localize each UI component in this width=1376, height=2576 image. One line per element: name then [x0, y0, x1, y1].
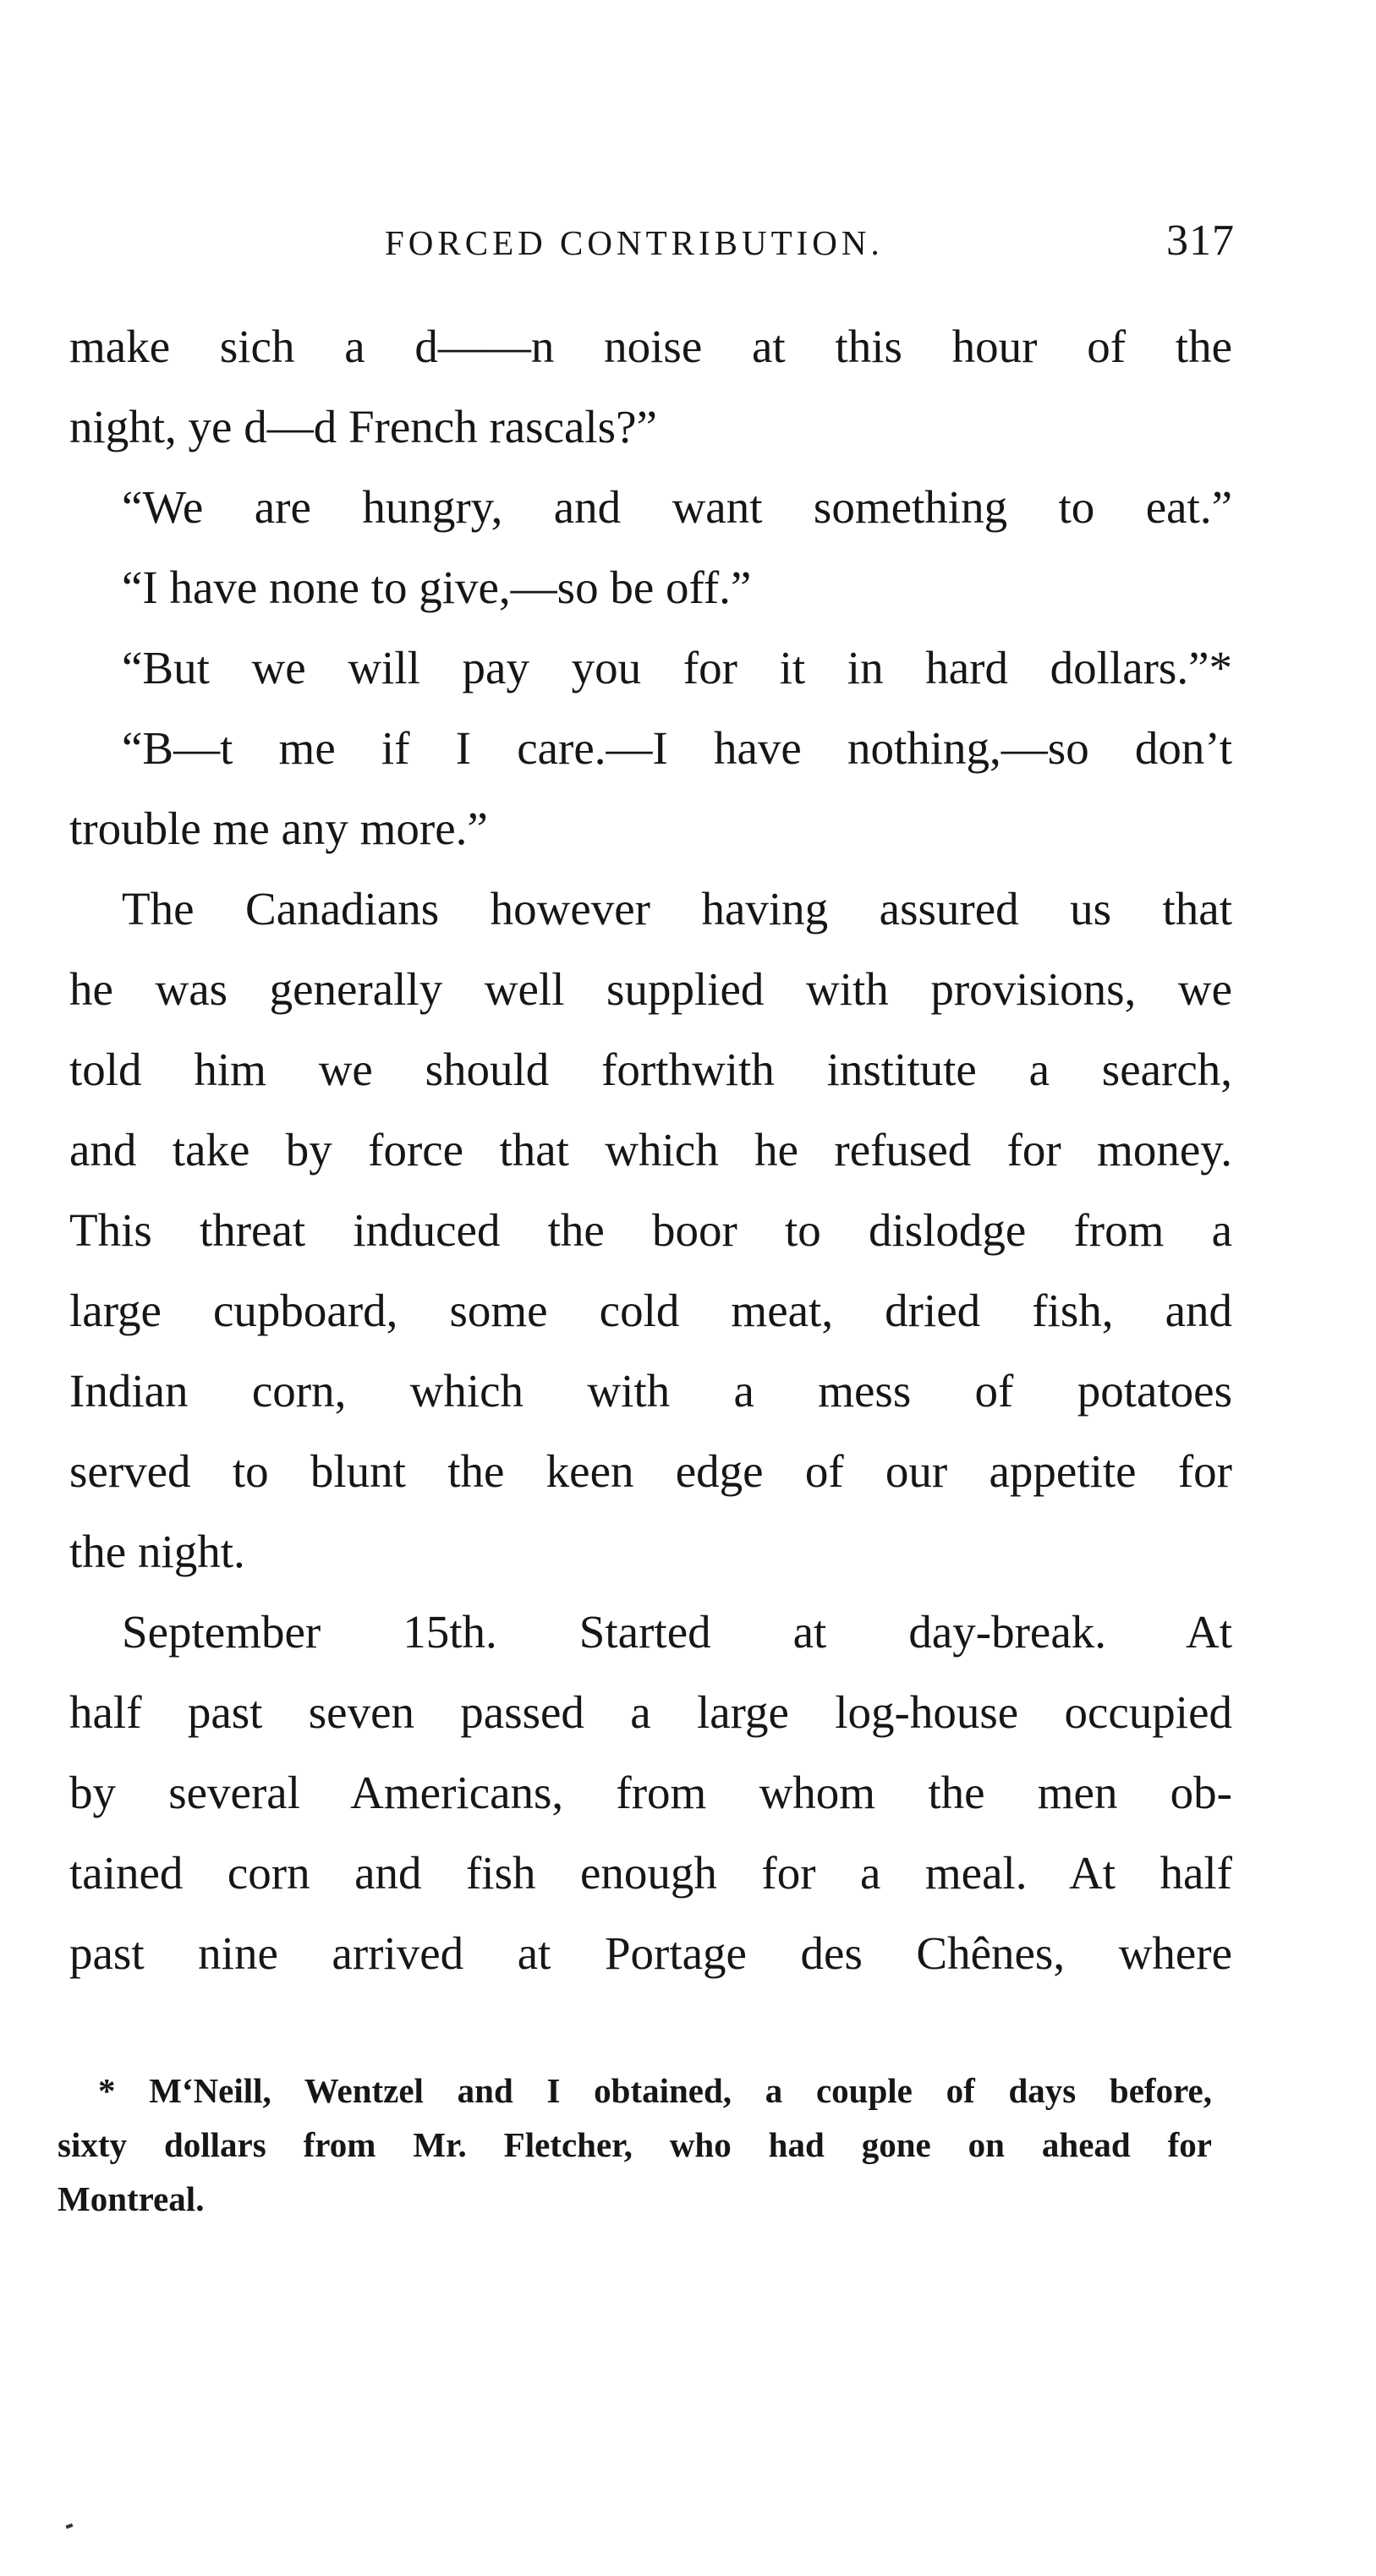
- body-text: [69, 306, 1232, 1993]
- text-line: trouble me any more.”: [69, 803, 488, 854]
- text-line: tained corn and fish enough for a meal. At half: [69, 1847, 1232, 1899]
- text-line: Indian corn, which with a mess of potatoes: [69, 1365, 1232, 1417]
- page-number: 317: [1166, 216, 1235, 265]
- running-title: FORCED CONTRIBUTION.: [385, 223, 884, 262]
- text-line: “But we will pay you for it in hard dollars.”*: [122, 642, 1232, 693]
- text-line: told him we should forthwith institute a search,: [69, 1044, 1232, 1095]
- footnote-line: sixty dollars from Mr. Fletcher, who had gone on ahead for: [58, 2125, 1212, 2164]
- text-line: This threat induced the boor to dislodge from a: [69, 1204, 1232, 1256]
- text-line: past nine arrived at Portage des Chênes, where: [69, 1927, 1232, 1979]
- text-line: September 15th. Started at day-break. At: [122, 1606, 1232, 1658]
- text-line: large cupboard, some cold meat, dried fish, and: [69, 1285, 1232, 1336]
- footnote: [58, 2064, 1212, 2226]
- text-line: The Canadians however having assured us that: [122, 883, 1232, 934]
- text-line: he was generally well supplied with provisions, we: [69, 963, 1232, 1015]
- footnote-line: * M‘Neill, Wentzel and I obtained, a couple of days before,: [98, 2071, 1212, 2110]
- text-line: the night.: [69, 1526, 245, 1577]
- page-header: [68, 216, 1235, 275]
- text-line: “I have none to give,—so be off.”: [122, 562, 752, 613]
- text-line: half past seven passed a large log-house occupied: [69, 1686, 1232, 1738]
- footnote-line: Montreal.: [58, 2179, 205, 2218]
- text-line: make sich a d——n noise at this hour of the: [69, 321, 1232, 372]
- text-line: served to blunt the keen edge of our appetite for: [69, 1445, 1232, 1497]
- ink-speck: [66, 2524, 74, 2529]
- text-line: night, ye d—d French rascals?”: [69, 401, 657, 452]
- text-line: and take by force that which he refused for money.: [69, 1124, 1232, 1176]
- text-line: “B—t me if I care.—I have nothing,—so don’t: [122, 722, 1232, 774]
- text-line: “We are hungry, and want something to eat.”: [122, 481, 1232, 533]
- text-line: by several Americans, from whom the men ob-: [69, 1767, 1232, 1818]
